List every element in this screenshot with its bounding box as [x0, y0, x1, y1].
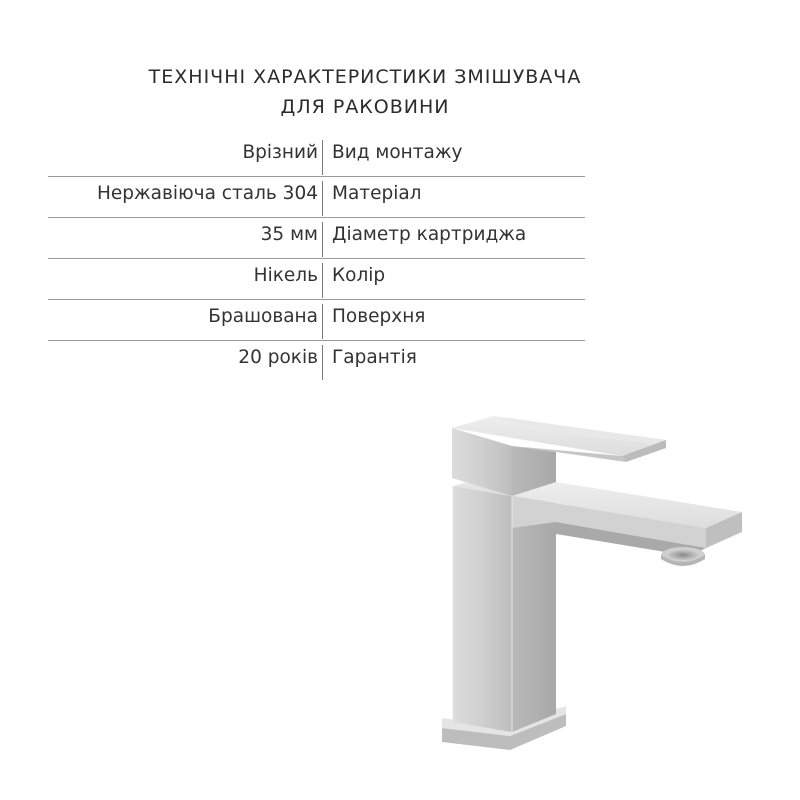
spec-table [48, 136, 585, 382]
page-title [50, 62, 680, 122]
spec-label: Матеріал [332, 183, 422, 204]
spec-value: Нержавіюча сталь 304 [96, 183, 318, 204]
spec-row-surface [48, 300, 585, 341]
spec-row-mounting [48, 136, 585, 177]
spec-value: 20 років [238, 347, 318, 368]
column-divider [322, 222, 323, 257]
column-divider [322, 263, 323, 298]
spec-row-warranty [48, 341, 585, 382]
spec-row-cartridge [48, 218, 585, 259]
spec-row-material [48, 177, 585, 218]
title-line-2: ДЛЯ РАКОВИНИ [280, 96, 450, 118]
spec-label: Гарантія [332, 347, 417, 368]
spec-row-color [48, 259, 585, 300]
spec-label: Колір [332, 265, 386, 286]
column-divider [322, 304, 323, 339]
spec-value: Нікель [253, 265, 318, 286]
spec-label: Поверхня [332, 306, 426, 327]
spec-label: Діаметр картриджа [332, 224, 527, 245]
column-divider [322, 181, 323, 216]
column-divider [322, 140, 323, 175]
spec-value: 35 мм [260, 224, 318, 245]
faucet-image [400, 380, 800, 800]
title-line-1: ТЕХНІЧНІ ХАРАКТЕРИСТИКИ ЗМІШУВАЧА [148, 66, 582, 88]
spec-value: Врізний [242, 142, 318, 163]
spec-value: Брашована [208, 306, 318, 327]
column-divider [322, 345, 323, 380]
spec-label: Вид монтажу [332, 142, 463, 163]
